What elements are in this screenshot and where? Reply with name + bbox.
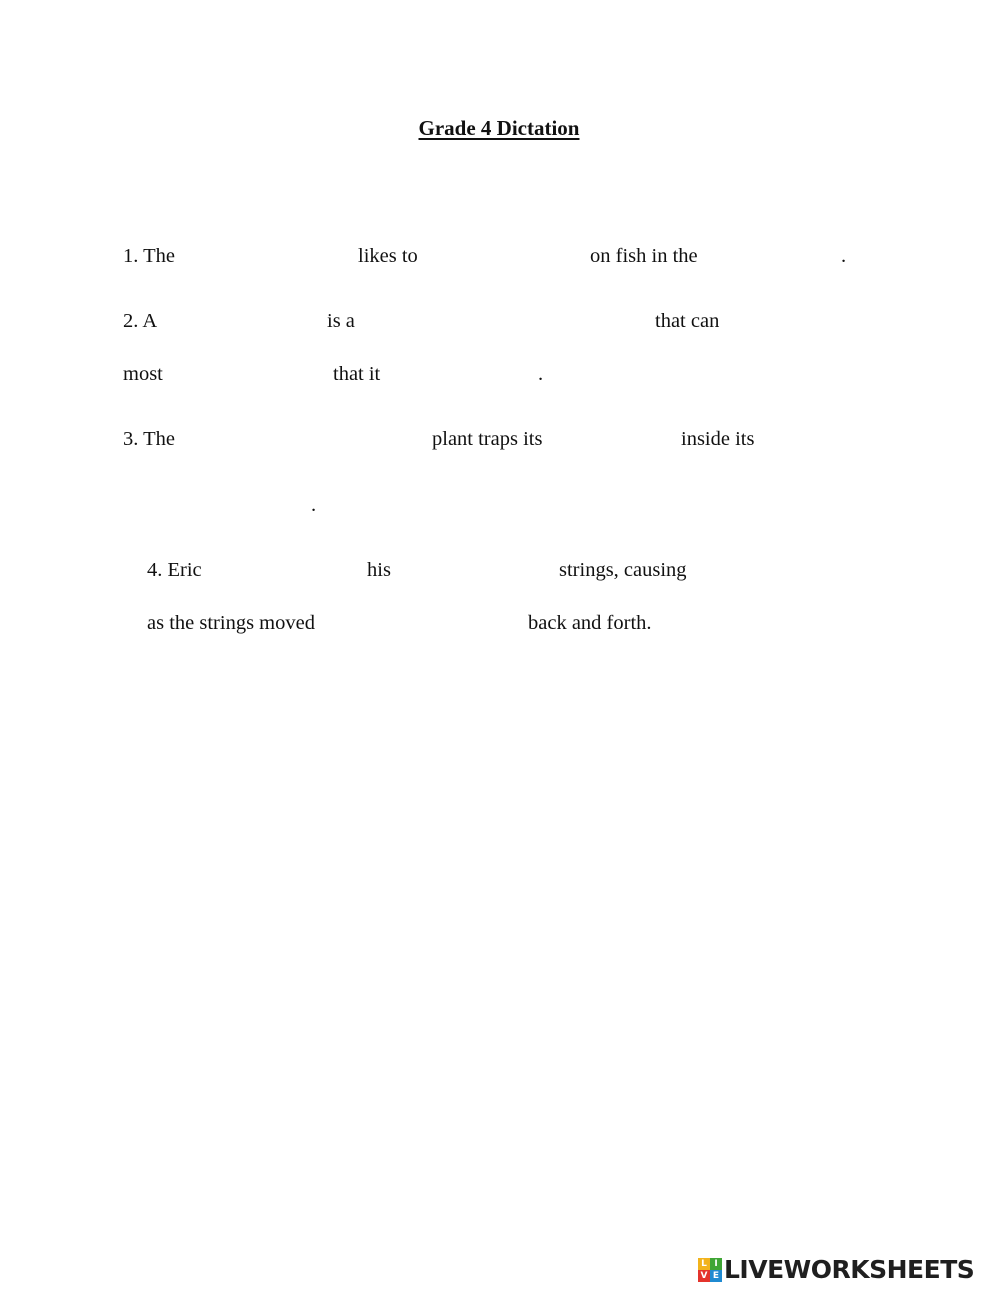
liveworksheets-logo-icon: [698, 1258, 722, 1282]
logo-tile: V: [698, 1270, 710, 1282]
answer-blank[interactable]: [708, 555, 858, 585]
answer-blank[interactable]: [716, 241, 836, 271]
sentence-text: most: [123, 363, 163, 385]
sentence-text: 2. A: [123, 310, 158, 332]
sentence-text: that can: [655, 310, 720, 332]
sentence-text: on fish in the: [590, 245, 698, 267]
liveworksheets-brand: [698, 1257, 974, 1283]
answer-blank[interactable]: [734, 306, 854, 336]
liveworksheets-wordmark: LIVEWORKSHEETS: [724, 1255, 975, 1284]
logo-tile: E: [710, 1270, 722, 1282]
sentence-text: .: [311, 494, 317, 516]
answer-blank[interactable]: [190, 241, 350, 271]
sentence-text: 4. Eric: [147, 559, 202, 581]
logo-tile: L: [698, 1258, 710, 1270]
answer-blank[interactable]: [392, 359, 532, 389]
sentence-text: .: [841, 245, 847, 267]
sentence-text: likes to: [358, 245, 418, 267]
sentence-text: strings, causing: [559, 559, 687, 581]
sentence-text: is a: [327, 310, 355, 332]
page-title: Grade 4 Dictation: [418, 116, 580, 140]
sentence-text: 1. The: [123, 245, 176, 267]
sentence-text: back and forth.: [528, 612, 652, 634]
sentence-text: as the strings moved: [147, 612, 315, 634]
sentence-text: .: [538, 363, 544, 385]
answer-blank[interactable]: [214, 555, 359, 585]
answer-blank[interactable]: [190, 424, 424, 454]
answer-blank[interactable]: [123, 490, 308, 520]
sentence-text: his: [367, 559, 391, 581]
sentence-text: 3. The: [123, 428, 176, 450]
answer-blank[interactable]: [174, 359, 324, 389]
answer-blank[interactable]: [400, 555, 550, 585]
sentence-text: that it: [333, 363, 381, 385]
answer-blank[interactable]: [432, 241, 582, 271]
answer-blank[interactable]: [340, 608, 520, 638]
answer-blank[interactable]: [562, 424, 674, 454]
logo-tile: I: [710, 1258, 722, 1270]
sentence-text: plant traps its: [432, 428, 543, 450]
answer-blank[interactable]: [170, 306, 320, 336]
answer-blank[interactable]: [366, 306, 646, 336]
sentence-text: inside its: [681, 428, 755, 450]
